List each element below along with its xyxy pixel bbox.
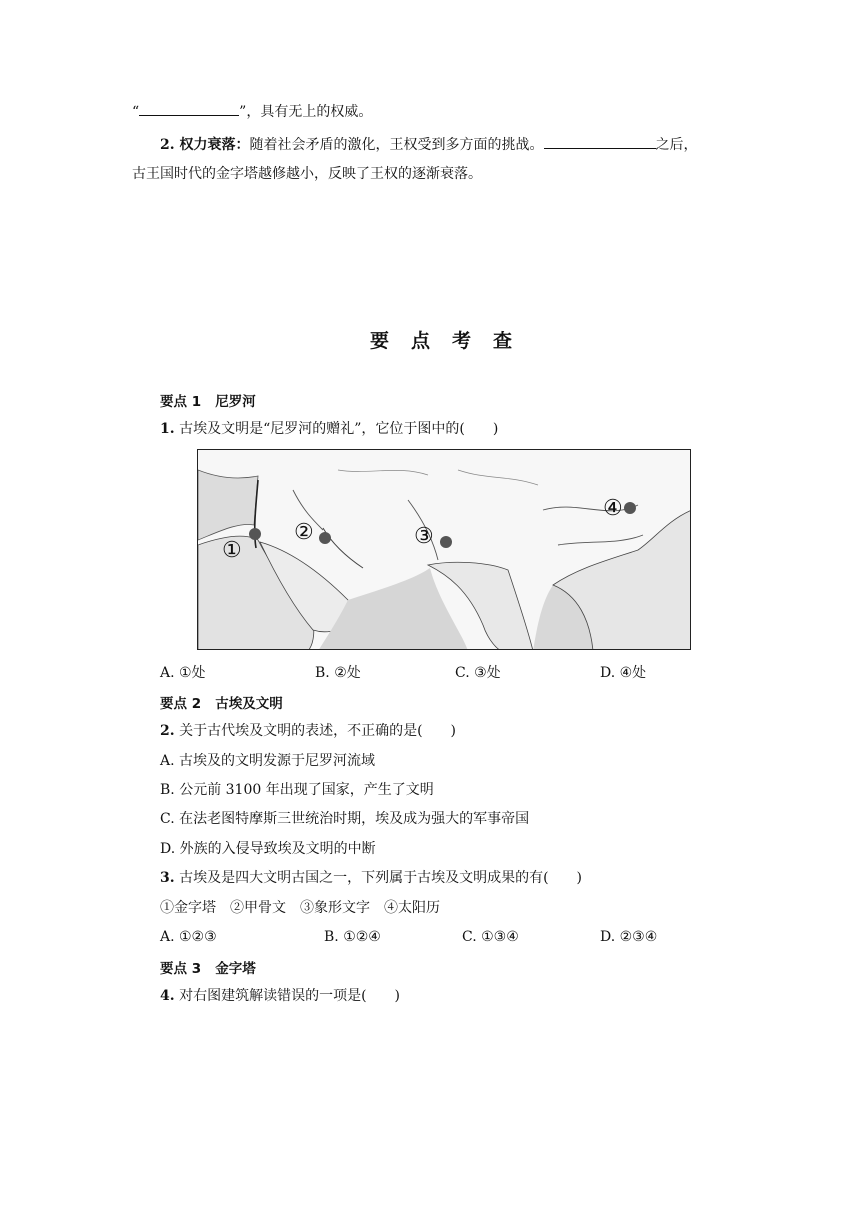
key-point-3-label: 要点 3 (160, 961, 202, 977)
q2-option-b[interactable]: B. 公元前 3100 年出现了国家，产生了文明 (160, 782, 434, 798)
key-point-1 (160, 390, 256, 410)
question-1-number: 1. (160, 421, 175, 437)
q3-option-c[interactable]: C. ①③④ (462, 929, 519, 945)
q3-items: ①金字塔 ②甲骨文 ③象形文字 ④太阳历 (160, 900, 440, 916)
q1-option-d[interactable]: D. ④处 (600, 665, 647, 681)
map-drawing (198, 450, 691, 650)
paragraph-2-text: 随着社会矛盾的激化，王权受到多方面的挑战。 (249, 137, 544, 153)
q3-option-d[interactable]: D. ②③④ (600, 929, 658, 945)
q2-option-c[interactable]: C. 在法老图特摩斯三世统治时期，埃及成为强大的军事帝国 (160, 811, 530, 827)
paragraph-2-label: 2. 权力衰落： (160, 137, 250, 153)
answer-blank-1[interactable] (139, 101, 239, 116)
q2-option-d[interactable]: D. 外族的入侵导致埃及文明的中断 (160, 841, 376, 857)
question-2 (160, 721, 456, 741)
map-marker-1: ① (222, 538, 242, 563)
q1-option-b[interactable]: B. ②处 (315, 665, 361, 681)
section-title: 要点考查 (369, 330, 534, 352)
question-4-number: 4. (160, 988, 175, 1004)
q2-option-a[interactable]: A. 古埃及的文明发源于尼罗河流域 (160, 753, 376, 769)
question-3-text: 古埃及是四大文明古国之一，下列属于古埃及文明成果的有( ) (179, 870, 583, 886)
map-marker-3: ③ (414, 524, 434, 549)
map-marker-2: ② (294, 520, 314, 545)
q3-option-b[interactable]: B. ①②④ (324, 929, 381, 945)
question-2-number: 2. (160, 723, 175, 739)
answer-blank-2[interactable] (544, 134, 656, 149)
key-point-1-name: 尼罗河 (215, 394, 256, 410)
map-marker-4: ④ (603, 496, 623, 521)
question-2-text: 关于古代埃及文明的表述，不正确的是( ) (179, 723, 457, 739)
q1-option-c[interactable]: C. ③处 (455, 665, 501, 681)
key-point-3 (160, 957, 256, 977)
fill-in-line-1 (132, 101, 372, 122)
ancient-civilizations-map (197, 449, 691, 650)
key-point-2 (160, 692, 283, 712)
paragraph-2-line-2: 古王国时代的金字塔越修越小，反映了王权的逐渐衰落。 (132, 166, 482, 182)
key-point-2-name: 古埃及文明 (215, 696, 283, 712)
question-4-text: 对右图建筑解读错误的一项是( ) (179, 988, 401, 1004)
key-point-2-label: 要点 2 (160, 696, 202, 712)
question-4 (160, 986, 400, 1006)
q1-option-a[interactable]: A. ①处 (160, 665, 206, 681)
question-1 (160, 419, 498, 439)
question-3 (160, 868, 582, 888)
open-quote: “ (132, 104, 140, 120)
key-point-1-label: 要点 1 (160, 394, 202, 410)
q3-option-a[interactable]: A. ①②③ (160, 929, 217, 945)
paragraph-2-after: 之后， (655, 137, 698, 153)
key-point-3-name: 金字塔 (215, 961, 256, 977)
line1-tail: ”，具有无上的权威。 (239, 104, 373, 120)
question-3-number: 3. (160, 870, 175, 886)
paragraph-2-line-1 (160, 134, 698, 155)
question-1-text: 古埃及文明是“尼罗河的赠礼”，它位于图中的( ) (179, 421, 499, 437)
